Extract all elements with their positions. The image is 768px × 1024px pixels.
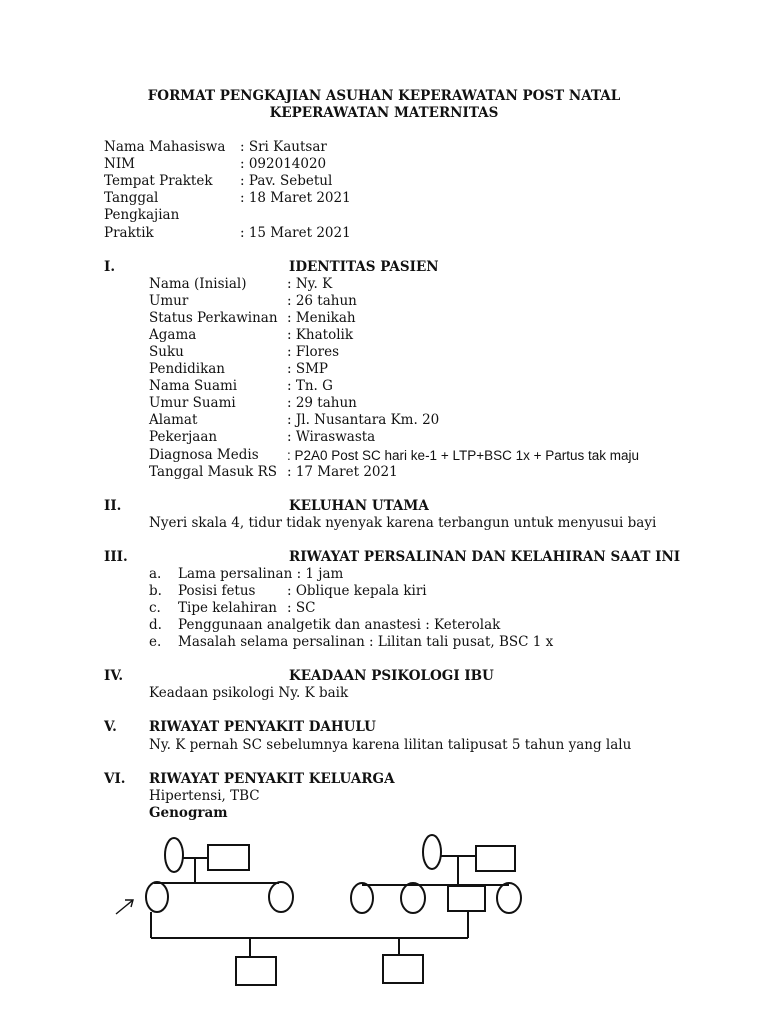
field-label: Status Perkawinan (149, 310, 278, 326)
field-value: : Ny. K (287, 276, 333, 292)
section-text: Nyeri skala 4, tidur tidak nyenyak karena terbangun untuk menyusui bayi (149, 515, 657, 531)
sibling-female (401, 883, 425, 913)
field-label: Umur (149, 293, 189, 309)
field-value: : 29 tahun (287, 395, 357, 411)
section-heading: RIWAYAT PERSALINAN DAN KELAHIRAN SAAT INI (289, 549, 681, 565)
list-item-text: Masalah selama persalinan : Lilitan tali pusat, BSC 1 x (178, 634, 554, 650)
sibling-female (497, 883, 521, 913)
field-value: : Menikah (287, 310, 356, 326)
list-item-text: Lama persalinan : 1 jam (178, 566, 344, 582)
grandmother-right-female (423, 835, 441, 869)
section-heading: RIWAYAT PENYAKIT KELUARGA (149, 771, 395, 787)
list-item-text: Penggunaan analgetik dan anastesi : Keterolak (178, 617, 501, 633)
section-text: Ny. K pernah SC sebelumnya karena lilitan talipusat 5 tahun yang lalu (149, 737, 632, 753)
child-male (383, 955, 423, 983)
section-text: Hipertensi, TBC (149, 788, 260, 804)
student-label: Nama Mahasiswa (104, 139, 226, 155)
student-label: Tanggal (104, 190, 159, 206)
field-label: Pendidikan (149, 361, 226, 377)
list-item-value: : Oblique kepala kiri (287, 583, 427, 599)
husband-male (448, 886, 485, 911)
student-label: NIM (104, 156, 135, 172)
field-label: Nama (Inisial) (149, 276, 247, 292)
document-subtitle: KEPERAWATAN MATERNITAS (269, 105, 499, 121)
student-value: : Pav. Sebetul (240, 173, 333, 189)
field-label: Umur Suami (149, 395, 236, 411)
field-label: Agama (149, 327, 197, 343)
student-value: : Sri Kautsar (240, 139, 327, 155)
field-value: : Flores (287, 344, 340, 360)
section-number: IV. (104, 668, 124, 684)
grandmother-left-female (165, 838, 183, 872)
grandfather-left-male (208, 845, 249, 870)
list-item-letter: e. (149, 634, 162, 650)
patient-female (146, 882, 168, 912)
field-label: Tanggal Masuk RS (149, 464, 278, 480)
section-number: VI. (104, 771, 126, 787)
list-item-letter: a. (149, 566, 162, 582)
sibling-female (351, 883, 373, 913)
student-value: : 092014020 (240, 156, 327, 172)
section-number: II. (104, 498, 122, 514)
section-number: I. (104, 259, 116, 275)
field-value: : 26 tahun (287, 293, 357, 309)
section-heading: KEADAAN PSIKOLOGI IBU (289, 668, 494, 684)
list-item-letter: d. (149, 617, 162, 633)
field-value: : Wiraswasta (287, 429, 376, 445)
list-item-text: Posisi fetus (178, 583, 256, 599)
section-heading: IDENTITAS PASIEN (289, 259, 439, 275)
field-value: : SMP (287, 361, 328, 377)
genogram-label: Genogram (149, 805, 228, 821)
student-label: Pengkajian (104, 207, 180, 223)
field-value: : Jl. Nusantara Km. 20 (287, 412, 440, 428)
field-label: Diagnosa Medis (149, 447, 259, 463)
grandfather-right-male (476, 846, 515, 871)
section-heading: KELUHAN UTAMA (289, 498, 429, 514)
field-label: Alamat (149, 412, 198, 428)
list-item-text: Tipe kelahiran (178, 600, 277, 616)
section-text: Keadaan psikologi Ny. K baik (149, 685, 349, 701)
student-label: Praktik (104, 225, 154, 241)
student-value: : 15 Maret 2021 (240, 225, 351, 241)
field-value: : Khatolik (287, 327, 354, 343)
field-label: Nama Suami (149, 378, 238, 394)
student-value: : 18 Maret 2021 (240, 190, 351, 206)
list-item-letter: b. (149, 583, 162, 599)
section-heading: RIWAYAT PENYAKIT DAHULU (149, 719, 376, 735)
section-number: III. (104, 549, 128, 565)
field-label: Suku (149, 344, 184, 360)
student-label: Tempat Praktek (104, 173, 213, 189)
child-male (236, 957, 276, 985)
field-value: : P2A0 Post SC hari ke-1 + LTP+BSC 1x + Partus tak maju (287, 448, 640, 463)
field-label: Pekerjaan (149, 429, 218, 445)
list-item-letter: c. (149, 600, 161, 616)
document-title: FORMAT PENGKAJIAN ASUHAN KEPERAWATAN POST NATAL (147, 88, 621, 104)
field-value: : Tn. G (287, 378, 333, 394)
field-value: : 17 Maret 2021 (287, 464, 398, 480)
section-number: V. (104, 719, 117, 735)
sibling-female (269, 882, 293, 912)
proband-arrow (116, 900, 133, 914)
list-item-value: : SC (287, 600, 316, 616)
